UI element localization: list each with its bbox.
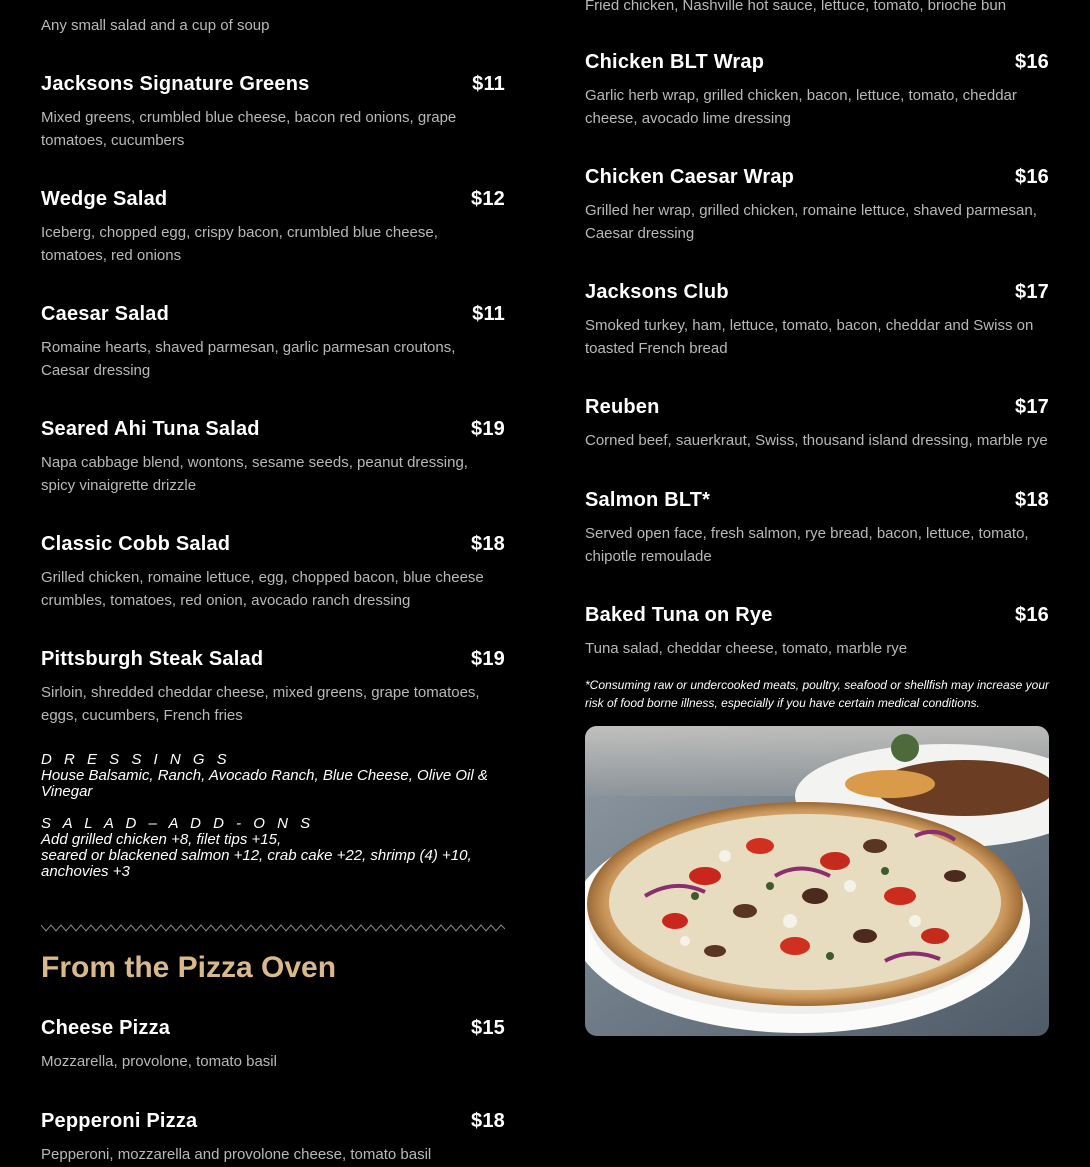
menu-item xyxy=(41,302,505,382)
menu-item-name: Baked Tuna on Rye xyxy=(585,604,773,626)
menu-item-name: Reuben xyxy=(585,396,660,418)
menu-item-desc: Romaine hearts, shaved parmesan, garlic parmesan croutons, Caesar dressing xyxy=(41,339,456,379)
menu-item-desc: Grilled chicken, romaine lettuce, egg, chopped bacon, blue cheese crumbles, tomatoes, red onion, avocado ranch dressing xyxy=(41,569,484,609)
menu-item-desc: Smoked turkey, ham, lettuce, tomato, bacon, cheddar and Swiss on toasted French bread xyxy=(585,317,1034,357)
zigzag-divider xyxy=(41,922,505,934)
menu-item-price: $19 xyxy=(471,418,505,440)
menu-item-name: Pittsburgh Steak Salad xyxy=(41,648,264,670)
menu-item-desc: Served open face, fresh salmon, rye bread, bacon, lettuce, tomato, chipotle remoulade xyxy=(585,525,1029,565)
menu-item-name: Cheese Pizza xyxy=(41,1017,171,1039)
menu-item-price: $19 xyxy=(471,648,505,670)
food-safety-disclaimer: *Consuming raw or undercooked meats, poultry, seafood or shellfish may increase your risk of food borne illness, especially if you have certain medical conditions. xyxy=(585,678,1050,710)
menu-item xyxy=(585,488,1049,568)
menu-item-price: $16 xyxy=(1015,51,1049,73)
pizza-photo-image xyxy=(585,726,1049,1036)
menu-item xyxy=(41,72,505,152)
menu-item-desc: Garlic herb wrap, grilled chicken, bacon, lettuce, tomato, cheddar cheese, avocado lime dressing xyxy=(585,87,1017,127)
top-item-desc: Fried chicken, Nashville hot sauce, lettuce, tomato, brioche bun xyxy=(585,0,1007,14)
menu-item-desc: Mixed greens, crumbled blue cheese, bacon red onions, grape tomatoes, cucumbers xyxy=(41,109,457,149)
menu-item-desc: Mozzarella, provolone, tomato basil xyxy=(41,1053,277,1070)
menu-item-name: Salmon BLT* xyxy=(585,489,711,511)
menu-item xyxy=(585,50,1049,130)
menu-item-name: Jacksons Signature Greens xyxy=(41,73,310,95)
menu-item-desc: Napa cabbage blend, wontons, sesame seeds, peanut dressing, spicy vinaigrette drizzle xyxy=(41,454,468,494)
menu-item xyxy=(585,603,1049,661)
menu-item-desc: Tuna salad, cheddar cheese, tomato, marble rye xyxy=(585,640,908,657)
menu-item-price: $17 xyxy=(1015,281,1049,303)
menu-item xyxy=(585,280,1049,360)
addons-block xyxy=(41,816,505,880)
soup-combo-desc: Any small salad and a cup of soup xyxy=(41,17,270,34)
menu-item-name: Chicken BLT Wrap xyxy=(585,51,765,73)
pizza-section-title: From the Pizza Oven xyxy=(41,951,337,984)
menu-item-name: Wedge Salad xyxy=(41,188,168,210)
menu-item-price: $18 xyxy=(471,533,505,555)
menu-item xyxy=(41,1016,505,1074)
menu-item-desc: Corned beef, sauerkraut, Swiss, thousand island dressing, marble rye xyxy=(585,432,1048,449)
dressings-text: House Balsamic, Ranch, Avocado Ranch, Blue Cheese, Olive Oil & Vinegar xyxy=(41,767,488,800)
menu-item-desc: Sirloin, shredded cheddar cheese, mixed greens, grape tomatoes, eggs, cucumbers, French fries xyxy=(41,684,480,724)
menu-item xyxy=(585,165,1049,245)
menu-item-desc: Iceberg, chopped egg, crispy bacon, crumbled blue cheese, tomatoes, red onions xyxy=(41,224,438,264)
menu-item-price: $17 xyxy=(1015,396,1049,418)
menu-item xyxy=(41,532,505,612)
menu-item-price: $18 xyxy=(471,1110,505,1132)
menu-item-name: Classic Cobb Salad xyxy=(41,533,231,555)
menu-item-desc: Pepperoni, mozzarella and provolone cheese, tomato basil xyxy=(41,1146,432,1163)
menu-item-name: Caesar Salad xyxy=(41,303,170,325)
dressings-block xyxy=(41,752,505,800)
menu-item-name: Pepperoni Pizza xyxy=(41,1110,198,1132)
menu-item-price: $16 xyxy=(1015,604,1049,626)
menu-item-price: $15 xyxy=(471,1017,505,1039)
menu-item xyxy=(585,395,1049,453)
menu-item-price: $12 xyxy=(471,188,505,210)
menu-item-name: Seared Ahi Tuna Salad xyxy=(41,418,260,440)
menu-item-price: $11 xyxy=(472,303,505,325)
addons-title: S A L A D – A D D - O N S xyxy=(41,815,315,832)
menu-item xyxy=(41,417,505,497)
menu-item-price: $16 xyxy=(1015,166,1049,188)
addons-line-1: Add grilled chicken +8, filet tips +15, xyxy=(41,831,282,848)
menu-item-price: $11 xyxy=(472,73,505,95)
menu-item-desc: Grilled her wrap, grilled chicken, romaine lettuce, shaved parmesan, Caesar dressing xyxy=(585,202,1037,242)
menu-item-name: Chicken Caesar Wrap xyxy=(585,166,795,188)
dressings-title: D R E S S I N G S xyxy=(41,751,231,768)
menu-item-name: Jacksons Club xyxy=(585,281,729,303)
menu-item xyxy=(41,1109,505,1167)
addons-line-2: seared or blackened salmon +12, crab cake +22, shrimp (4) +10, anchovies +3 xyxy=(41,847,472,880)
pizza-photo xyxy=(585,726,1049,1036)
menu-item-price: $18 xyxy=(1015,489,1049,511)
menu-item xyxy=(41,187,505,267)
menu-item xyxy=(41,647,505,727)
